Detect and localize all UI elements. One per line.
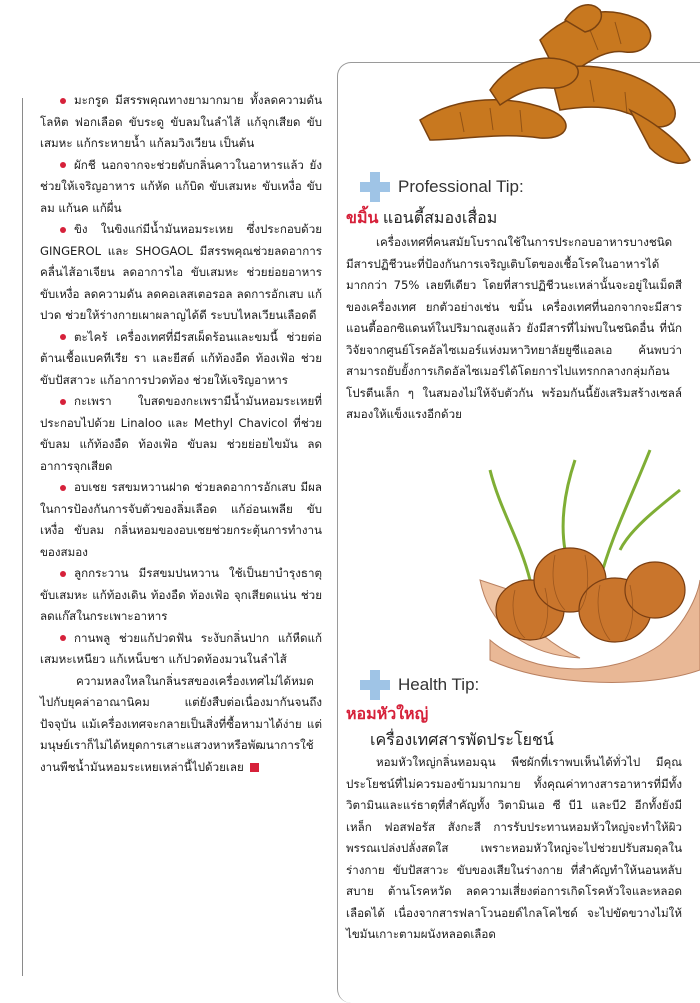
- title-rest: แอนตี้สมองเสื่อม: [382, 210, 498, 227]
- closing-text: ความหลงใหลในกลิ่นรสของเครื่องเทศไม่ได้หมดไปกับยุคล่าอาณานิคม แต่ยังสืบต่อเนื่องมากันจนถึงปัจจุบัน แม้เครื่องเทศจะกลายเป็นสิ่งที่ซื้อหามาได้ง่าย แต่มนุษย์เราก็ไม่ได้หยุดการเสาะแสวงหาหรือพัฒนาการใช้งานพืชน้ำมันหอมระเหยเหล่านี้ไปด้วยเลย: [40, 673, 322, 774]
- bullet-icon: [60, 334, 66, 340]
- professional-tip-header: [360, 172, 524, 202]
- professional-tip-paragraph: เครื่องเทศที่คนสมัยโบราณใช้ในการประกอบอาหารบางชนิด มีสารปฏิชีวนะที่ป้องกันการเจริญเติบโตของเชื้อโรคในอาหารได้มากกว่า 75% เลยทีเดียว โดยที่สารปฏิชีวนะเหล่านั้นจะอยู่ในเม็ดสีของเครื่องเทศ ยกตัวอย่างเช่น ขมิ้น เครื่องเทศที่นอกจากจะมีสารแอนตี้ออกซิแดนท์ในปริมาณสูงแล้ว ยังมีสารที่ไม่พบในชนิดอื่น ที่นักวิจัยจากศูนย์โรคอัลไซเมอร์แห่งมหาวิทยาลัยยูซีแอลเอ ค้นพบว่าสามารถยับยั้งการเกิดอัลไซเมอร์ได้โดยการไปแทรกกลางกลุ่มก้อนโปรตีนเล็ก ๆ ในสมองไม่ให้จับตัวกัน พร้อมกันนี้ยังเสริมสร้างเซลล์สมองให้แข็งแรงอีกด้วย: [346, 235, 682, 421]
- bullet-icon: [60, 399, 66, 405]
- professional-tip-title: [346, 206, 497, 231]
- end-mark-icon: [250, 763, 259, 772]
- bullet-text: มะกรูด มีสรรพคุณทางยามากมาย ทั้งลดความดันโลหิต ฟอกเลือด ขับระดู ขับลมในลำไส้ แก้จุกเสียด ขับเสมหะ แก้กระหายน้ำ แก้ลมวิงเวียน เป็นต้น: [40, 93, 322, 150]
- left-margin-rule: [22, 98, 23, 976]
- list-item: [40, 563, 322, 628]
- bullet-text: อบเชย รสขมหวานฝาด ช่วยลดอาการอักเสบ มีผลในการป้องกันการจับตัวของลิ่มเลือด แก้อ่อนเพลีย ขับเหงื่อ ขับลม กลิ่นหอมของอบเชยช่วยกระตุ้นการทำงานของสมอง: [40, 480, 322, 559]
- bullet-text: ขิง ในขิงแก่มีน้ำมันหอมระเหย ซึ่งประกอบด้วย GINGEROL และ SHOGAOL มีสรรพคุณช่วยลดอาการคลื่นไส้อาเจียน ลดอาการไอ ขับเสมหะ ช่วยย่อยอาหาร ขับเหงื่อ ลดความดัน ลดคอเลสเตอรอล ลดการอักเสบ แก้ปวด ช่วยให้ร่างกายเผาผลาญได้ดี ระบบไหลเวียนเลือดดี: [40, 222, 322, 322]
- health-tip-paragraph: หอมหัวใหญ่กลิ่นหอมฉุน พืชผักที่เราพบเห็นได้ทั่วไป มีคุณประโยชน์ที่ไม่ควรมองข้ามมากมาย ทั้งคุณค่าทางสารอาหารที่มีทั้งวิตามินและแร่ธาตุที่สำคัญทั้ง วิตามินเอ ซี บี1 และบี2 อีกทั้งยังมีเหล็ก ฟอสฟอรัส สังกะสี การรับประทานหอมหัวใหญ่จะทำให้ผิวพรรณเปล่งปลั่งสดใส เพราะหอมหัวใหญ่จะไปช่วยปรับสมดุลในร่างกาย ขับปัสสาวะ ขับของเสียในร่างกาย ที่สำคัญทำให้นอนหลับสบาย ต้านโรคหวัด ลดความเสี่ยงต่อการเกิดโรคหัวใจและหลอดเลือดได้ เนื่องจากสารฟลาโวนอยด์ไกลโคไซด์ จะไปขัดขวางไม่ให้ไขมันเกาะตามผนังหลอดเลือด: [346, 755, 682, 941]
- closing-paragraph: [40, 671, 322, 779]
- list-item: [40, 219, 322, 327]
- list-item: [40, 155, 322, 220]
- title-highlight: ขมิ้น: [346, 210, 379, 227]
- health-tip-header: [360, 670, 479, 700]
- professional-tip-label: Professional Tip:: [398, 177, 524, 196]
- list-item: [40, 90, 322, 155]
- bullet-text: ลูกกระวาน มีรสขมปนหวาน ใช้เป็นยาบำรุงธาตุ ขับเสมหะ แก้ท้องเดิน ท้องอืด ท้องเฟ้อ จุกเสียดแน่น ช่วยลดแก๊สในกระเพาะอาหาร: [40, 566, 322, 623]
- bullet-icon: [60, 485, 66, 491]
- health-tip-body: [346, 752, 682, 946]
- title-highlight: หอมหัวใหญ่: [346, 706, 429, 723]
- onions-in-hand-image: [470, 430, 700, 690]
- bullet-text: กะเพรา ใบสดของกะเพรามีน้ำมันหอมระเหยที่ประกอบไปด้วย Linaloo และ Methyl Chavicol ที่ช่วยขับลม แก้ท้องอืด ท้องเฟ้อ ขับลม ช่วยย่อยไขมัน ลดอาการจุกเสียด: [40, 394, 322, 473]
- bullet-icon: [60, 635, 66, 641]
- professional-tip-body: [346, 232, 682, 426]
- plus-icon: [360, 670, 390, 700]
- bullet-icon: [60, 98, 66, 104]
- bullet-icon: [60, 227, 66, 233]
- list-item: [40, 327, 322, 392]
- spice-benefits-column: [40, 90, 322, 778]
- bullet-text: กานพลู ช่วยแก้ปวดฟัน ระงับกลิ่นปาก แก้หืดแก้เสมหะเหนียว แก้เหน็บชา แก้ปวดท้องมวนในลำไส้: [40, 630, 322, 666]
- list-item: [40, 477, 322, 563]
- turmeric-image: [400, 0, 700, 170]
- list-item: [40, 628, 322, 671]
- health-tip-subtitle: เครื่องเทศสารพัดประโยชน์: [370, 732, 554, 749]
- bullet-text: ผักชี นอกจากจะช่วยดับกลิ่นคาวในอาหารแล้ว ยังช่วยให้เจริญอาหาร แก้หัด แก้บิด ขับเสมหะ ขับเหงื่อ ขับลม แก้นค แก้ผื่น: [40, 157, 322, 215]
- health-tip-label: Health Tip:: [398, 675, 480, 694]
- bullet-icon: [60, 571, 66, 577]
- bullet-text: ตะไคร้ เครื่องเทศที่มีรสเผ็ดร้อนและขมนี้ ช่วยต่อต้านเชื้อแบคทีเรีย รา และยีสต์ แก้ท้องอืด ท้องเฟ้อ ช่วยขับปัสสาวะ แก้อาการปวดท้อง ช่วยให้เจริญอาหาร: [40, 329, 322, 387]
- health-tip-title: [346, 702, 428, 727]
- plus-icon: [360, 172, 390, 202]
- list-item: [40, 391, 322, 477]
- bullet-icon: [60, 162, 66, 168]
